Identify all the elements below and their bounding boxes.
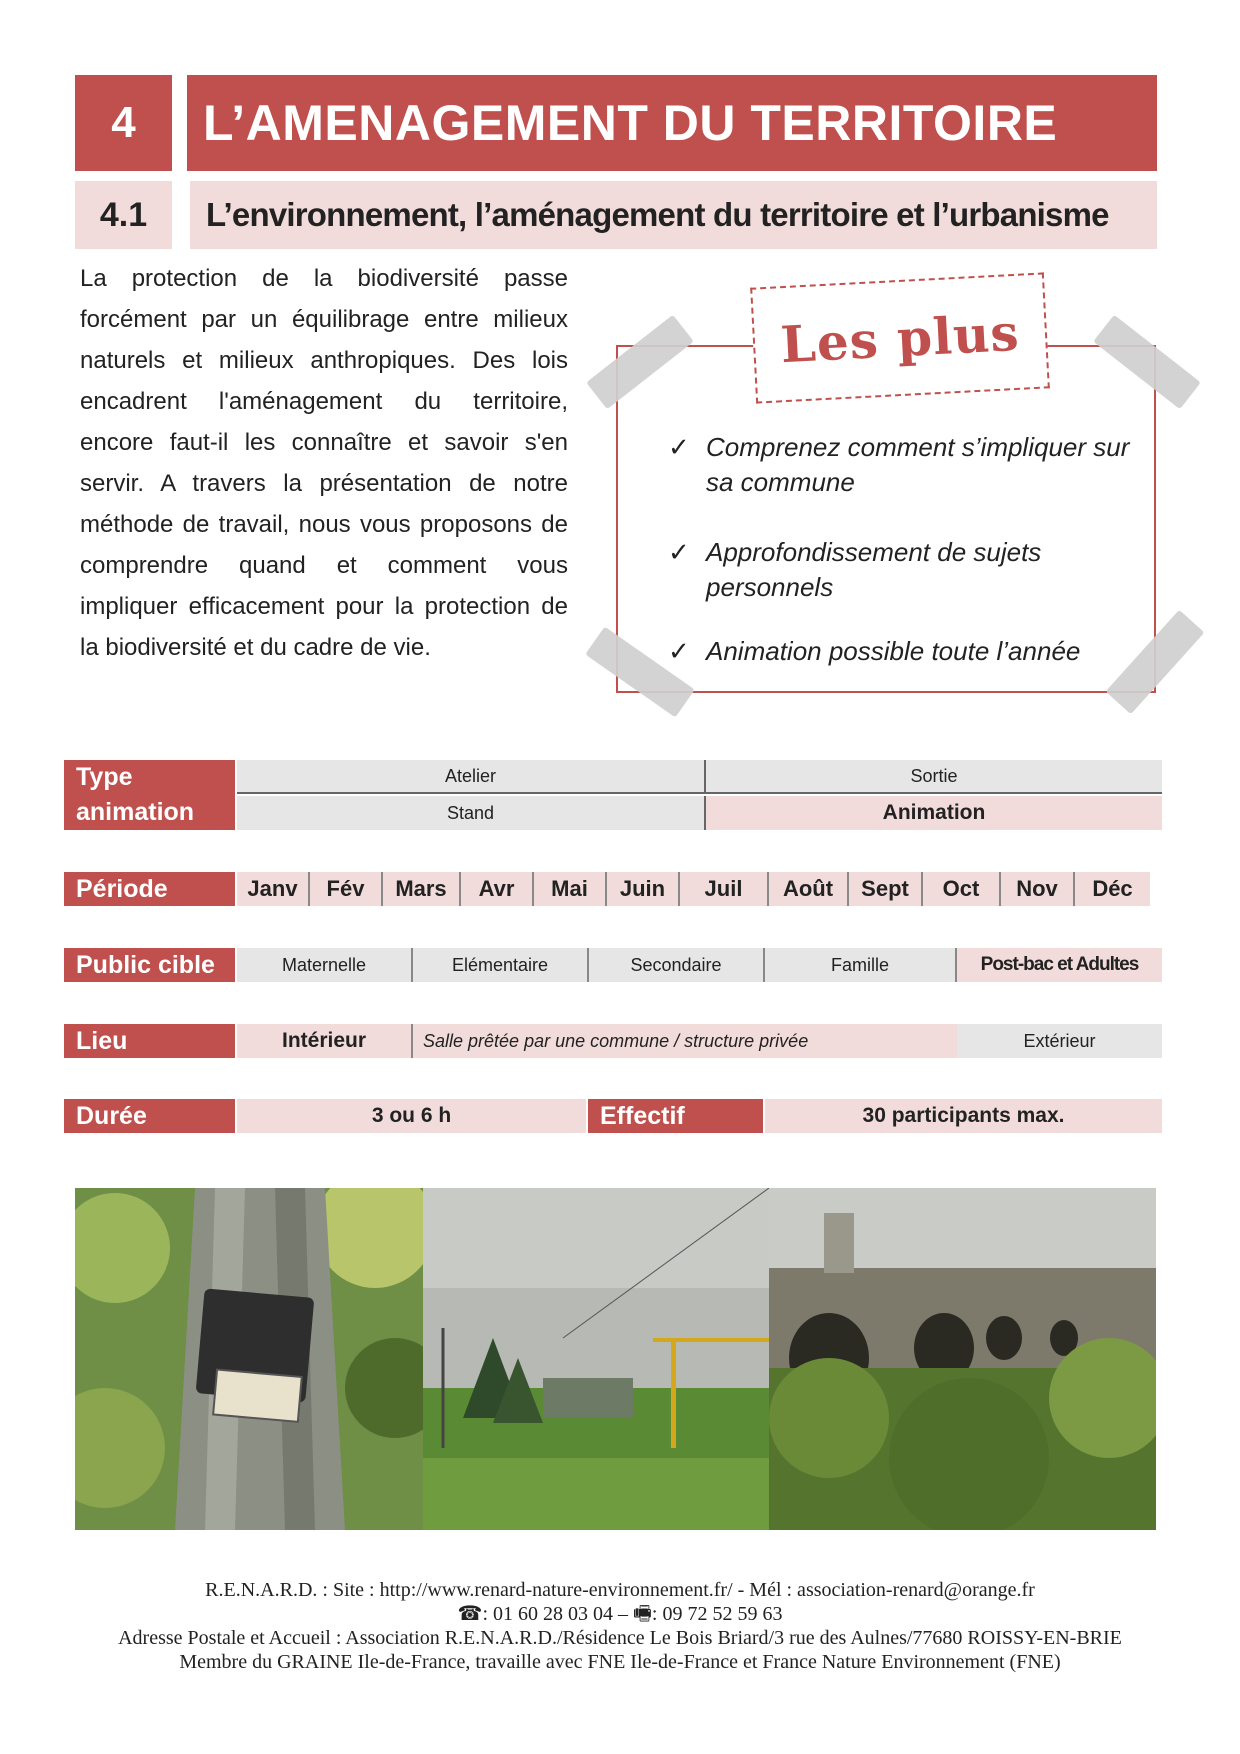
public-cible-label: Public cible <box>64 948 235 982</box>
section-number: 4.1 <box>75 181 172 249</box>
les-plus-item <box>668 430 1148 500</box>
month-cell: Mars <box>383 872 461 906</box>
les-plus-item-text: Animation possible toute l’année <box>706 636 1081 666</box>
check-icon: ✓ <box>668 636 690 666</box>
type-option-animation-selected: Animation <box>706 796 1162 830</box>
duree-label: Durée <box>64 1099 235 1133</box>
months-row <box>237 872 1150 906</box>
month-cell: Janv <box>237 872 310 906</box>
les-plus-item <box>668 535 1148 605</box>
footer-membership-line: Membre du GRAINE Ile-de-France, travaille avec FNE Ile-de-France et France Nature Environnement (FNE) <box>179 1651 1061 1673</box>
public-option-elementaire: Elémentaire <box>413 948 589 982</box>
public-option-post-bac-selected: Post-bac et Adultes <box>957 948 1162 982</box>
footer <box>0 1578 1240 1674</box>
type-option-atelier: Atelier <box>237 760 706 794</box>
type-animation-label: Type animation <box>64 760 235 830</box>
chapter-title: L’AMENAGEMENT DU TERRITOIRE <box>187 75 1157 171</box>
check-icon: ✓ <box>668 537 690 567</box>
month-cell: Nov <box>1001 872 1075 906</box>
footer-contact-line: R.E.N.A.R.D. : Site : http://www.renard-nature-environnement.fr/ - Mél : association-renard@orange.fr <box>205 1579 1035 1601</box>
footer-fax: : 09 72 52 59 63 <box>651 1603 783 1625</box>
month-cell: Mai <box>534 872 607 906</box>
duree-value: 3 ou 6 h <box>237 1099 586 1133</box>
les-plus-item <box>668 634 1148 669</box>
effectif-value: 30 participants max. <box>765 1099 1162 1133</box>
photo-crane-field <box>423 1188 769 1530</box>
section-title: L’environnement, l’aménagement du territoire et l’urbanisme <box>190 181 1157 249</box>
les-plus-title: Les plus <box>779 302 1021 374</box>
phone-icon: ☎ <box>457 1603 483 1625</box>
footer-phone-line <box>0 1602 1240 1626</box>
lieu-exterieur: Extérieur <box>957 1024 1162 1058</box>
lieu-label: Lieu <box>64 1024 235 1058</box>
public-option-famille: Famille <box>765 948 957 982</box>
les-plus-item-text: Approfondissement de sujets personnels <box>706 537 1042 602</box>
lieu-detail: Salle prêtée par une commune / structure privée <box>413 1024 957 1058</box>
footer-phone: : 01 60 28 03 04 – <box>482 1603 634 1625</box>
month-cell: Juin <box>607 872 680 906</box>
month-cell: Fév <box>310 872 383 906</box>
photo-stone-arches <box>769 1188 1156 1530</box>
intro-paragraph: La protection de la biodiversité passe forcément par un équilibrage entre milieux naturels et milieux anthropiques. Des lois encadrent l'aménagement du territoire, encore faut-il les connaître et savoir s'en servir. A travers la présentation de notre méthode de travail, nous vous proposons de comprendre quand et comment vous impliquer efficacement pour la protection de la biodiversité et du cadre de vie. <box>80 265 568 661</box>
public-option-secondaire: Secondaire <box>589 948 765 982</box>
les-plus-heading-box <box>750 272 1050 403</box>
effectif-label: Effectif <box>588 1099 763 1133</box>
month-cell: Juil <box>680 872 769 906</box>
public-option-maternelle: Maternelle <box>237 948 413 982</box>
footer-address-line: Adresse Postale et Accueil : Association R.E.N.A.R.D./Résidence Le Bois Briard/3 rue des Aulnes/77680 ROISSY-EN-BRIE <box>118 1627 1122 1649</box>
month-cell: Oct <box>923 872 1001 906</box>
month-cell: Avr <box>461 872 534 906</box>
lieu-interieur-selected: Intérieur <box>237 1024 413 1058</box>
photo-nest-box <box>75 1188 423 1530</box>
periode-label: Période <box>64 872 235 906</box>
month-cell: Août <box>769 872 849 906</box>
month-cell: Déc <box>1075 872 1150 906</box>
fax-icon: 🖷 <box>633 1603 652 1625</box>
month-cell: Sept <box>849 872 923 906</box>
check-icon: ✓ <box>668 432 690 462</box>
les-plus-item-text: Comprenez comment s’impliquer sur sa commune <box>706 432 1130 497</box>
chapter-number: 4 <box>75 75 172 171</box>
type-option-stand: Stand <box>237 796 706 830</box>
type-option-sortie: Sortie <box>706 760 1162 794</box>
